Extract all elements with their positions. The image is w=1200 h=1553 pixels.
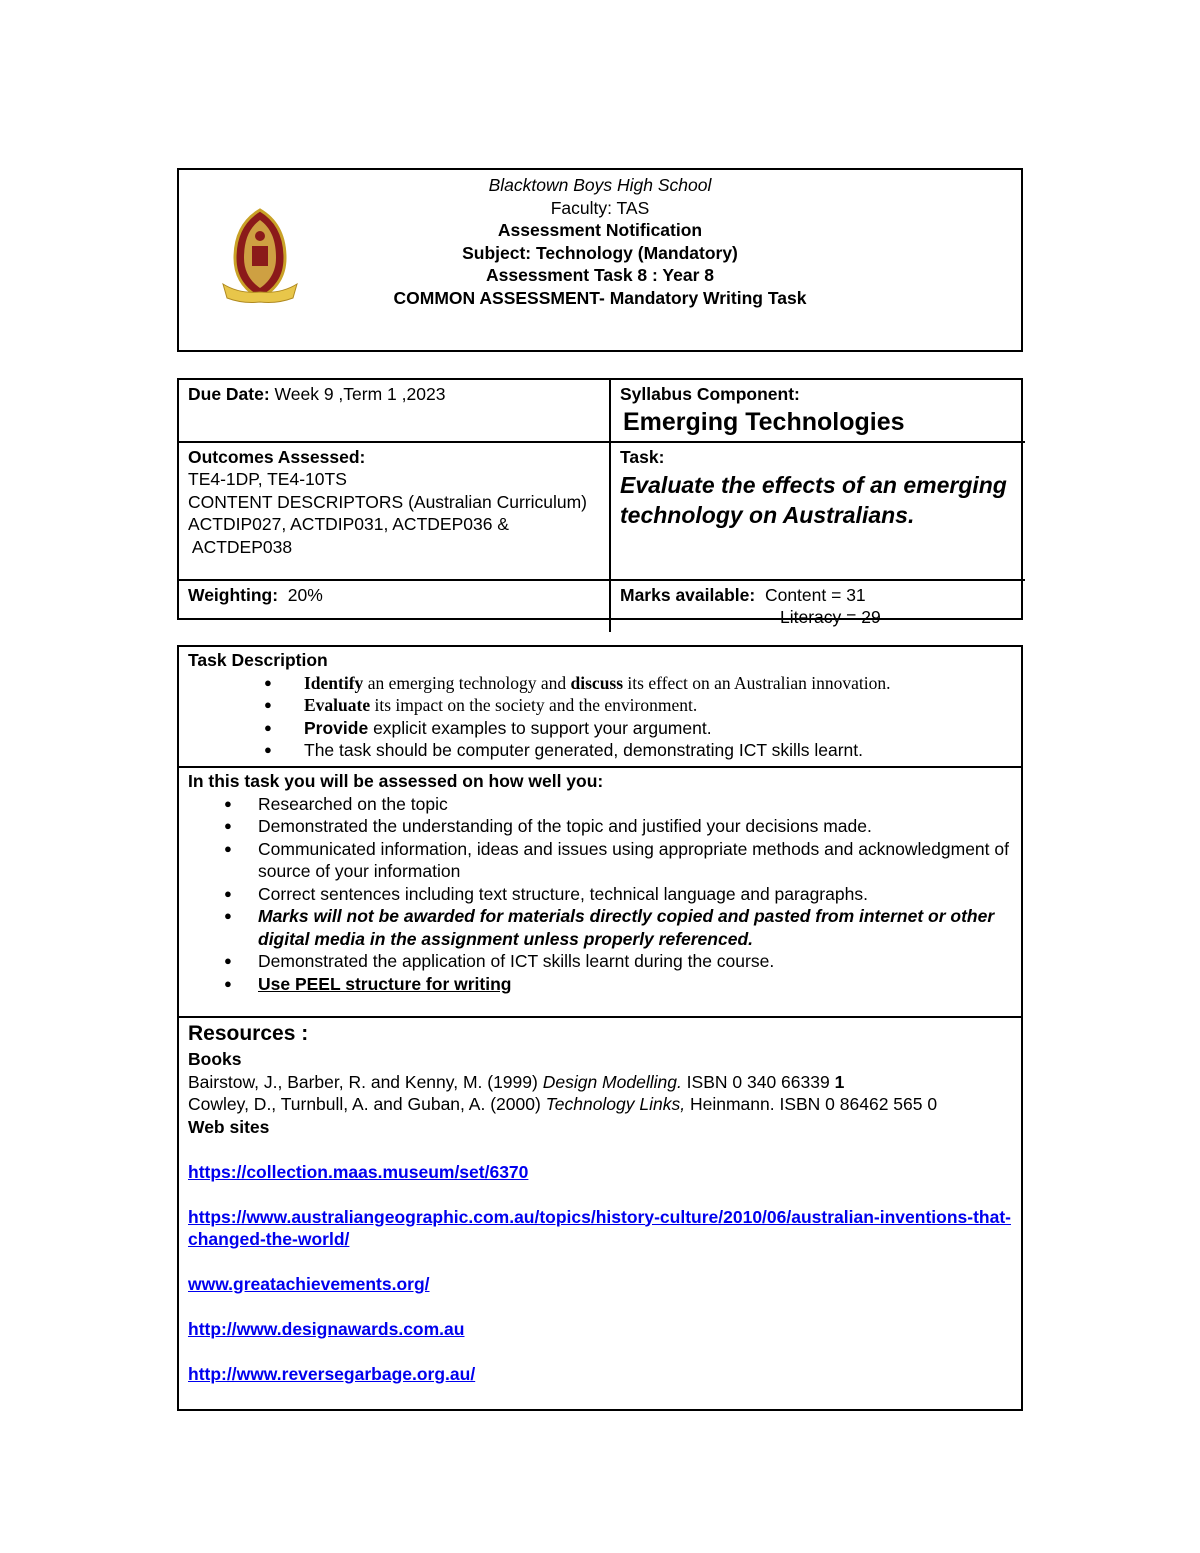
book-reference-1: Bairstow, J., Barber, R. and Kenny, M. (1999) Design Modelling. ISBN 0 340 66339 1 [188, 1071, 845, 1092]
book-reference-2: Cowley, D., Turnbull, A. and Guban, A. (2000) Technology Links, Heinmann. ISBN 0 86462 565 0 [188, 1094, 938, 1114]
assessment-heading: In this task you will be assessed on how well you: [188, 771, 604, 791]
websites-label: Web sites [188, 1116, 270, 1137]
list-item: ● Evaluate its impact on the society and the environment. [188, 694, 1012, 717]
list-item: ● The task should be computer generated, demonstrating ICT skills learnt. [188, 739, 1012, 762]
list-item: ● Communicated information, ideas and issues using appropriate methods and acknowledgment of source of your information [188, 838, 1012, 883]
resources-heading: Resources : [188, 1022, 309, 1045]
marks-cell [610, 580, 1025, 632]
link-design-awards[interactable]: http://www.designawards.com.au [188, 1319, 465, 1339]
content-descriptors: CONTENT DESCRIPTORS (Australian Curriculum) [188, 491, 588, 512]
school-name: Blacktown Boys High School [488, 175, 712, 195]
list-item: ● Correct sentences including text structure, technical language and paragraphs. [188, 883, 1012, 906]
notification-title: Assessment Notification [497, 220, 703, 240]
weighting-cell [179, 580, 610, 632]
marks-content: Content = 31 [764, 584, 866, 605]
task-value: Evaluate the effects of an emerging technology on Australians. [620, 472, 1007, 528]
list-item: ● Researched on the topic [188, 793, 1012, 816]
link-reverse-garbage[interactable]: http://www.reversegarbage.org.au/ [188, 1364, 476, 1384]
syllabus-value: Emerging Technologies [623, 407, 905, 436]
list-item: ● Use PEEL structure for writing [188, 973, 1012, 996]
task-description-section [179, 647, 1021, 768]
weighting-label: Weighting: [188, 584, 279, 605]
due-date-value: Week 9 ,Term 1 ,2023 [269, 384, 446, 404]
resources-section [179, 1018, 1021, 1411]
list-item: ● Demonstrated the understanding of the topic and justified your decisions made. [188, 815, 1012, 838]
act-codes-2: ACTDEP038 [188, 536, 293, 557]
task-cell [610, 442, 1025, 580]
syllabus-cell [610, 380, 1025, 442]
info-table [177, 378, 1023, 627]
task-number: Assessment Task 8 : Year 8 [486, 265, 714, 285]
assessment-list [188, 793, 1012, 996]
task-description-heading: Task Description [188, 650, 328, 670]
task-details-box [177, 645, 1023, 1411]
faculty: Faculty: TAS [550, 197, 650, 218]
outcomes-codes: TE4-1DP, TE4-10TS [188, 469, 347, 489]
link-great-achievements[interactable]: www.greatachievements.org/ [188, 1274, 430, 1294]
outcomes-cell [179, 442, 610, 580]
marks-literacy: Literacy = 29 [780, 607, 881, 627]
due-date-label: Due Date: [188, 384, 270, 404]
common-assessment: COMMON ASSESSMENT- Mandatory Writing Task [393, 287, 807, 308]
list-item: ● Identify an emerging technology and discuss its effect on an Australian innovation. [188, 672, 1012, 695]
list-item: ● Demonstrated the application of ICT skills learnt during the course. [188, 950, 1012, 973]
weighting-value: 20% [278, 584, 323, 605]
task-description-list [188, 672, 1012, 762]
act-codes-1: ACTDIP027, ACTDIP031, ACTDEP036 & [188, 514, 509, 534]
list-item: ● Provide explicit examples to support your argument. [188, 717, 1012, 740]
marks-label: Marks available: [620, 584, 756, 605]
task-label: Task: [620, 446, 665, 467]
subject: Subject: Technology (Mandatory) [462, 242, 738, 263]
syllabus-label: Syllabus Component: [620, 384, 800, 404]
header-box [177, 168, 1023, 352]
books-label: Books [188, 1049, 242, 1069]
outcomes-label: Outcomes Assessed: [188, 446, 366, 467]
assessment-criteria-section [179, 768, 1021, 1018]
due-date-cell [179, 380, 610, 442]
link-maas-museum[interactable]: https://collection.maas.museum/set/6370 [188, 1161, 529, 1182]
list-item: ● Marks will not be awarded for materials directly copied and pasted from internet or other digital media in the assignment unless properly referenced. [188, 905, 1012, 950]
link-australian-geographic[interactable]: https://www.australiangeographic.com.au/topics/history-culture/2010/06/australian-inventions-that-changed-the-world/ [188, 1206, 1011, 1249]
